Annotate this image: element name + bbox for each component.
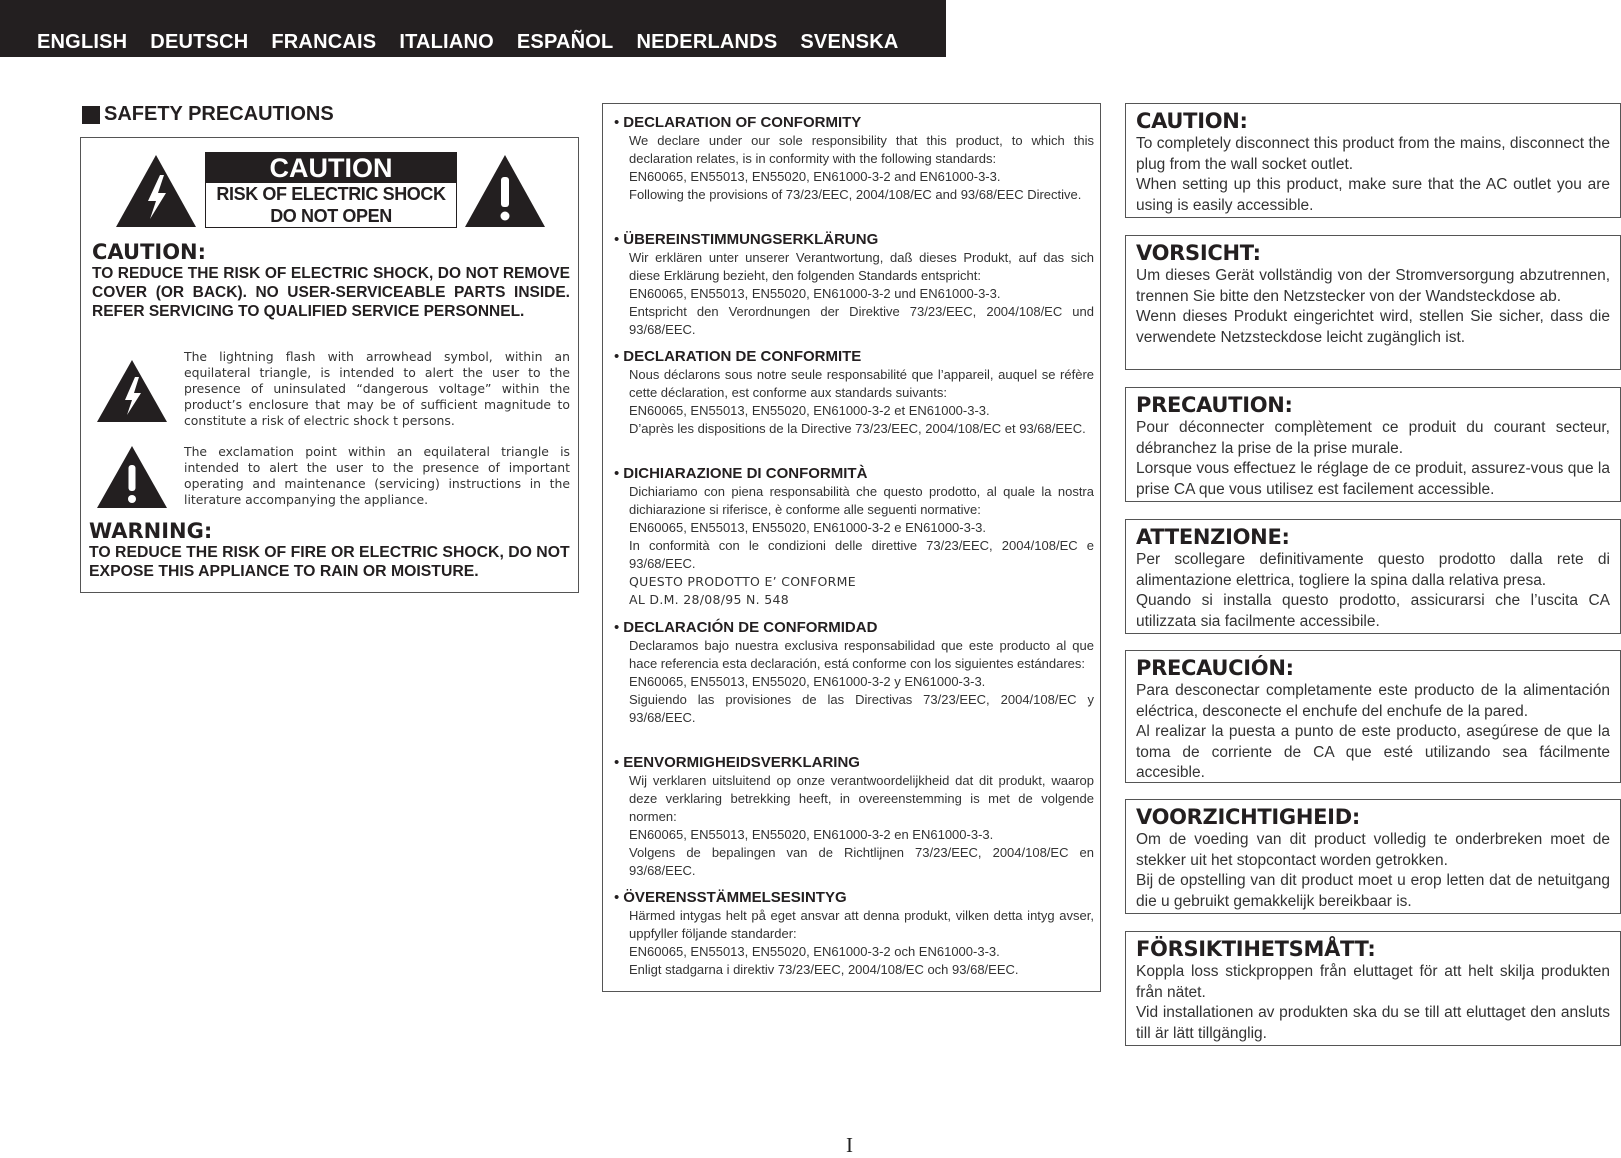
declaration-swedish: • ÖVERENSSTÄMMELSESINTYG Härmed intygas helt på eget ansvar att denna produkt, vilken detta intyg avser, uppfyller följande standarder: EN60065, EN55013, EN55020, EN61000-3-2 och EN61000-3-3. Enligt stadgarna i direktiv 73/23/EEC, 2004/108/EC och 93/68/EEC.	[614, 889, 1094, 977]
safety-box	[80, 137, 579, 593]
caution-box-german	[1125, 235, 1621, 370]
lang-espanol: ESPAÑOL	[516, 31, 614, 53]
caution-box-text: Pour déconnecter complètement ce produit du courant secteur, débranchez la prise de la prise murale.	[1136, 419, 1610, 457]
declaration-title: DECLARATION OF CONFORMITY	[623, 114, 862, 131]
declaration-title: ÖVERENSSTÄMMELSESINTYG	[623, 889, 847, 906]
caution-box-text: Bij de opstelling van dit product moet u erop letten dat de netuitgang die u gebruikt gemakkelijk bereikbaar is.	[1136, 872, 1610, 910]
section-title	[82, 103, 334, 126]
caution-box-heading: VORSICHT:	[1136, 241, 1261, 265]
declaration-line: EN60065, EN55013, EN55020, EN61000-3-2 och EN61000-3-3.	[629, 944, 1000, 959]
caution-box-text: Al realizar la puesta a punto de este producto, asegúrese de que la toma de corriente de CA que esté utilizando sea fácilmente accesible.	[1136, 723, 1610, 781]
caution-box-english	[1125, 103, 1621, 218]
lang-svenska: SVENSKA	[800, 31, 899, 53]
lightning-triangle-icon	[114, 153, 198, 229]
section-title-text: SAFETY PRECAUTIONS	[104, 103, 334, 125]
caution-box-text: Quando si installa questo prodotto, assicurarsi che l’uscita CA utilizzata sia facilmente accessibile.	[1136, 592, 1610, 630]
declaration-line: Wij verklaren uitsluitend op onze verantwoordelijkheid dat dit produkt, waarop deze verklaring betrekking heeft, in overeenstemming is met de volgende normen:	[629, 773, 1094, 824]
caution-box-heading: CAUTION:	[1136, 109, 1248, 133]
caution-box-text: Koppla loss stickproppen från eluttaget för att helt skilja produkten från nätet.	[1136, 963, 1610, 1001]
declaration-line: D’après les dispositions de la Directive 73/23/EEC, 2004/108/EC et 93/68/EEC.	[629, 421, 1086, 436]
lang-english: ENGLISH	[37, 31, 128, 53]
caution-box-text: Para desconectar completamente este producto de la alimentación eléctrica, desconecte el enchufe del enchufe de la pared.	[1136, 682, 1610, 720]
declaration-line: Following the provisions of 73/23/EEC, 2004/108/EC and 93/68/EEC Directive.	[629, 187, 1082, 202]
declaration-line: QUESTO PRODOTTO E’ CONFORME	[629, 574, 856, 589]
declaration-dutch: • EENVORMIGHEIDSVERKLARING Wij verklaren uitsluitend op onze verantwoordelijkheid dat dit produkt, waarop deze verklaring betrekking heeft, in overeenstemming is met de volgende normen: EN60065, EN55013, EN55020, EN61000-3-2 en EN61000-3-3. Volgens de bepalingen van de Richtlijnen 73/23/EEC, 2004/108/EC en 93/68/EEC.	[614, 754, 1094, 878]
lang-francais: FRANCAIS	[271, 31, 377, 53]
declaration-title: EENVORMIGHEIDSVERKLARING	[623, 754, 860, 771]
declaration-line: EN60065, EN55013, EN55020, EN61000-3-2 y EN61000-3-3.	[629, 674, 986, 689]
declaration-line: Siguiendo las provisiones de las Directivas 73/23/EEC, 2004/108/EC y 93/68/EEC.	[629, 692, 1094, 725]
declaration-line: EN60065, EN55013, EN55020, EN61000-3-2 e EN61000-3-3.	[629, 520, 987, 535]
caution-box-text: Wenn dieses Produkt eingerichtet wird, stellen Sie sicher, dass die verwendete Netzsteckdose leicht zugänglich ist.	[1136, 308, 1610, 346]
declaration-line: Nous déclarons sous notre seule responsabilité que l’appareil, auquel se réfère cette déclaration, est conforme aux standards suivants:	[629, 367, 1094, 400]
declaration-line: EN60065, EN55013, EN55020, EN61000-3-2 et EN61000-3-3.	[629, 403, 990, 418]
caution-box-text: Om de voeding van dit product volledig te onderbreken moet de stekker uit het stopcontact worden getrokken.	[1136, 831, 1610, 869]
page-number: I	[846, 1133, 853, 1157]
declaration-spanish: • DECLARACIÓN DE CONFORMIDAD Declaramos bajo nuestra exclusiva responsabilidad que este producto al que hace referencia esta declaración, está conforme con los siguientes estándares: EN60065, EN55013, EN55020, EN61000-3-2 y EN61000-3-3. Siguiendo las provisiones de las Directivas 73/23/EEC, 2004/108/EC y 93/68/EEC.	[614, 619, 1094, 725]
caution-box-heading: VOORZICHTIGHEID:	[1136, 805, 1360, 829]
declaration-title: DECLARATION DE CONFORMITE	[623, 348, 862, 365]
caution-box-text: Per scollegare definitivamente questo prodotto dalla rete di alimentazione elettrica, togliere la spina dalla relativa presa.	[1136, 551, 1610, 589]
lang-italiano: ITALIANO	[399, 31, 494, 53]
exclamation-triangle-icon	[463, 153, 547, 229]
caution-box-text: To completely disconnect this product from the mains, disconnect the plug from the wall socket outlet.	[1136, 135, 1610, 173]
caution-box-heading: FÖRSIKTIHETSMÅTT:	[1136, 937, 1376, 961]
declaration-line: EN60065, EN55013, EN55020, EN61000-3-2 and EN61000-3-3.	[629, 169, 1001, 184]
caution-box-text: Vid installationen av produkten ska du se till att eluttaget den ansluts till är lätt tillgänglig.	[1136, 1004, 1610, 1042]
caution-box-french	[1125, 387, 1621, 502]
declaration-line: Entspricht den Verordnungen der Direktive 73/23/EEC, 2004/108/EC und 93/68/EEC.	[629, 304, 1094, 337]
exclamation-symbol-icon	[95, 444, 169, 510]
caution-box-text: Lorsque vous effectuez le réglage de ce produit, assurez-vous que la prise CA que vous utilisez est facilement accessible.	[1136, 460, 1610, 498]
declaration-line: EN60065, EN55013, EN55020, EN61000-3-2 en EN61000-3-3.	[629, 827, 994, 842]
caution-heading: CAUTION:	[92, 240, 207, 264]
caution-box-text: Um dieses Gerät vollständig von der Stromversorgung abzutrennen, trennen Sie bitte den Netzstecker von der Wandsteckdose ab.	[1136, 267, 1610, 305]
declaration-line: Volgens de bepalingen van de Richtlijnen 73/23/EEC, 2004/108/EC en 93/68/EEC.	[629, 845, 1094, 878]
caution-label	[205, 152, 457, 228]
declaration-title: DICHIARAZIONE DI CONFORMITÀ	[623, 465, 868, 482]
caution-box-dutch	[1125, 799, 1621, 914]
declaration-title: ÜBEREINSTIMMUNGSERKLÄRUNG	[623, 231, 879, 248]
lightning-symbol-icon	[95, 358, 169, 424]
lang-nederlands: NEDERLANDS	[636, 31, 778, 53]
caution-box-heading: ATTENZIONE:	[1136, 525, 1290, 549]
caution-label-line2: DO NOT OPEN	[270, 206, 392, 226]
caution-text: TO REDUCE THE RISK OF ELECTRIC SHOCK, DO NOT REMOVE COVER (OR BACK). NO USER-SERVICEABLE PARTS INSIDE. REFER SERVICING TO QUALIFIED SERVICE PERSONNEL.	[92, 265, 570, 320]
caution-box-heading: PRECAUCIÓN:	[1136, 656, 1294, 680]
declaration-title: DECLARACIÓN DE CONFORMIDAD	[623, 619, 878, 636]
declaration-line: AL D.M. 28/08/95 N. 548	[629, 592, 789, 607]
caution-box-heading: PRECAUTION:	[1136, 393, 1293, 417]
caution-box-swedish	[1125, 931, 1621, 1046]
declaration-line: Dichiariamo con piena responsabilità che questo prodotto, al quale la nostra dichiarazione si riferisce, è conforme alle seguenti normative:	[629, 484, 1094, 517]
declarations-box	[602, 103, 1101, 992]
exclamation-description: The exclamation point within an equilateral triangle is intended to alert the user to the presence of important operating and maintenance (servicing) instructions in the literature accompanying the appliance.	[184, 444, 570, 507]
declaration-italian: • DICHIARAZIONE DI CONFORMITÀ Dichiariamo con piena responsabilità che questo prodotto, al quale la nostra dichiarazione si riferisce, è conforme alle seguenti normative: EN60065, EN55013, EN55020, EN61000-3-2 e EN61000-3-3. In conformità con le condizioni delle direttive 73/23/EEC, 2004/108/EC e 93/68/EEC. QUESTO PRODOTTO E’ CONFORME AL D.M. 28/08/95 N. 548	[614, 465, 1094, 607]
declaration-line: Enligt stadgarna i direktiv 73/23/EEC, 2004/108/EC och 93/68/EEC.	[629, 962, 1019, 977]
language-bar	[0, 0, 946, 57]
declaration-line: In conformità con le condizioni delle direttive 73/23/EEC, 2004/108/EC e 93/68/EEC.	[629, 538, 1094, 571]
declaration-line: Declaramos bajo nuestra exclusiva responsabilidad que este producto al que hace referencia esta declaración, está conforme con los siguientes estándares:	[629, 638, 1094, 671]
declaration-line: We declare under our sole responsibility that this product, to which this declaration relates, is in conformity with the following standards:	[629, 133, 1094, 166]
warning-heading: WARNING:	[89, 519, 213, 543]
caution-box-spanish	[1125, 650, 1621, 783]
declaration-line: Wir erklären unter unserer Verantwortung, daß dieses Produkt, auf das sich diese Erklärung bezieht, den folgenden Standards entspricht:	[629, 250, 1094, 283]
lightning-description: The lightning flash with arrowhead symbol, within an equilateral triangle, is intended to alert the user to the presence of uninsulated “dangerous voltage” within the product’s enclosure that may be of sufficient magnitude to constitute a risk of electric shock t persons.	[184, 349, 570, 428]
caution-label-head: CAUTION	[206, 153, 456, 183]
declaration-line: Härmed intygas helt på eget ansvar att denna produkt, vilken detta intyg avser, uppfyller följande standarder:	[629, 908, 1094, 941]
caution-box-italian	[1125, 519, 1621, 634]
declaration-german: • ÜBEREINSTIMMUNGSERKLÄRUNG Wir erklären unter unserer Verantwortung, daß dieses Produkt, auf das sich diese Erklärung bezieht, den folgenden Standards entspricht: EN60065, EN55013, EN55020, EN61000-3-2 und EN61000-3-3. Entspricht den Verordnungen der Direktive 73/23/EEC, 2004/108/EC und 93/68/EEC.	[614, 231, 1094, 337]
square-bullet-icon	[82, 106, 100, 124]
caution-label-line1: RISK OF ELECTRIC SHOCK	[216, 184, 446, 204]
warning-text: TO REDUCE THE RISK OF FIRE OR ELECTRIC SHOCK, DO NOT EXPOSE THIS APPLIANCE TO RAIN OR MOISTURE.	[89, 544, 570, 580]
lang-deutsch: DEUTSCH	[150, 31, 249, 53]
declaration-english: • DECLARATION OF CONFORMITY We declare under our sole responsibility that this product, to which this declaration relates, is in conformity with the following standards: EN60065, EN55013, EN55020, EN61000-3-2 and EN61000-3-3. Following the provisions of 73/23/EEC, 2004/108/EC and 93/68/EEC Directive.	[614, 114, 1094, 202]
declaration-french: • DECLARATION DE CONFORMITE Nous déclarons sous notre seule responsabilité que l’appareil, auquel se réfère cette déclaration, est conforme aux standards suivants: EN60065, EN55013, EN55020, EN61000-3-2 et EN61000-3-3. D’après les dispositions de la Directive 73/23/EEC, 2004/108/EC et 93/68/EEC.	[614, 348, 1094, 436]
caution-box-text: When setting up this product, make sure that the AC outlet you are using is easily accessible.	[1136, 176, 1610, 214]
declaration-line: EN60065, EN55013, EN55020, EN61000-3-2 und EN61000-3-3.	[629, 286, 1001, 301]
